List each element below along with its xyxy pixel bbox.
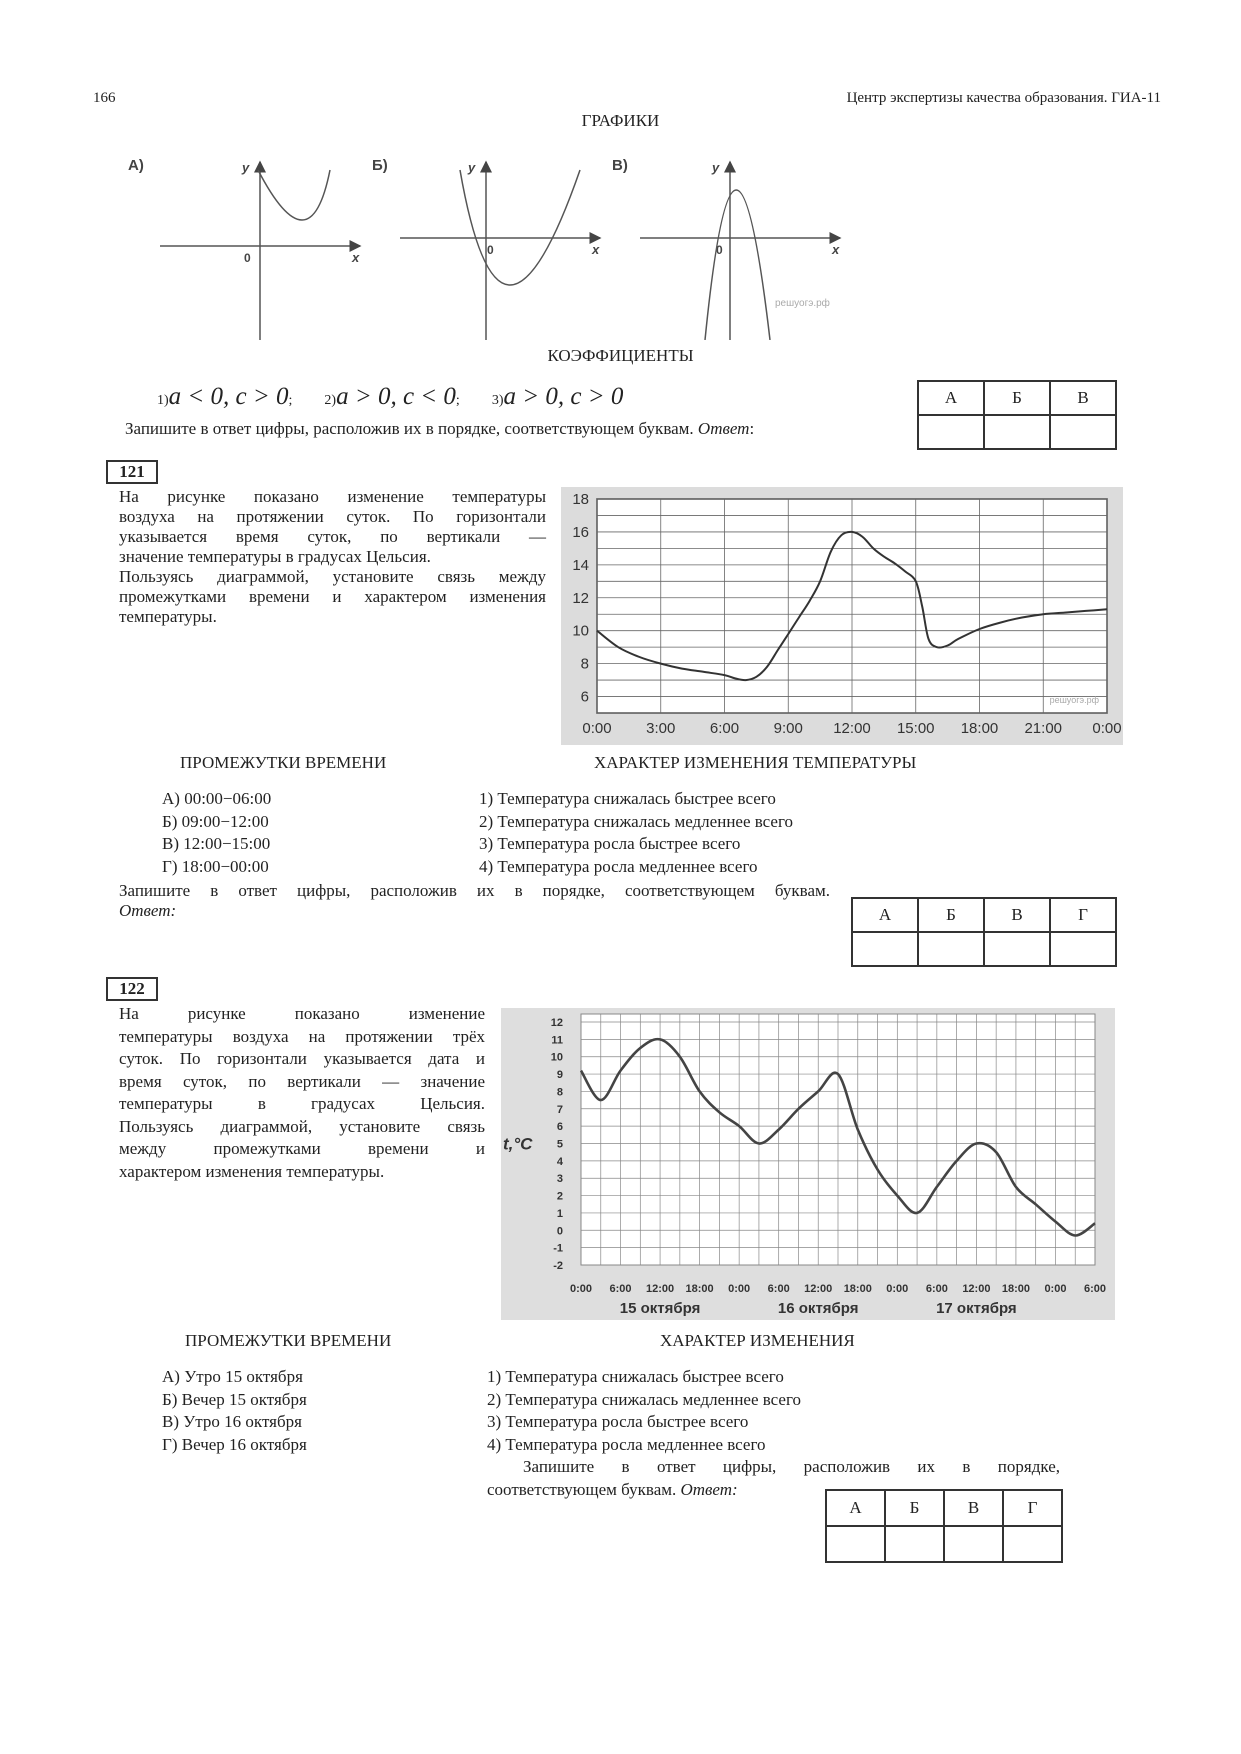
task-number-122: 122 [106,977,158,1001]
text-line: указывается время суток, по вертикали — [119,527,546,546]
option-1-sep: ; [288,393,293,408]
x-tick-label: 0:00 [582,720,612,737]
x-tick-label: 18:00 [1001,1283,1030,1295]
interval-item: А) 00:00−06:00 [162,789,272,808]
answer-cell[interactable] [1050,415,1116,449]
graph-b-label: Б) [372,157,388,174]
y-tick-label: 11 [551,1034,563,1047]
answer-table-122 [825,1489,1063,1563]
answer-cell[interactable] [885,1526,944,1562]
text-line: время суток, по вертикали — значение [119,1071,485,1091]
graph-a [128,157,360,340]
x-tick-label: 6:00 [767,1283,790,1295]
coefficient-options [157,383,623,411]
answer-cell[interactable] [826,1526,885,1562]
y-tick-label: 16 [572,523,589,541]
y-tick-label: 12 [550,1017,563,1029]
characters-title-122: ХАРАКТЕР ИЗМЕНЕНИЯ [660,1331,855,1350]
character-item: 1) Температура снижалась быстрее всего [479,789,776,808]
x-tick-label: 12:00 [833,720,871,737]
text-line: температуры в градусах Цельсия. [119,1094,485,1113]
x-tick-label: 0:00 [569,1283,593,1295]
answer-word: Ответ: [119,901,177,920]
answer-cell[interactable] [984,415,1050,449]
y-tick-label: 18 [572,491,589,508]
text-line: значение температуры в градусах Цельсия. [119,547,431,566]
intervals-title-121: ПРОМЕЖУТКИ ВРЕМЕНИ [180,753,387,772]
answer-header: Б [918,898,984,932]
answer-header: В [944,1490,1003,1526]
temperature-chart-122 [501,1008,1115,1320]
text-line: На рисунке показано изменение [119,1004,485,1023]
graph-watermark: решуогэ.рф [775,298,830,309]
y-tick-label: 4 [556,1155,563,1168]
y-axis-label: t,°C [503,1134,533,1154]
y-tick-label: 14 [572,556,589,574]
answer-header: Г [1003,1490,1062,1526]
option-2-sep: ; [455,393,460,408]
graph-a-origin: 0 [244,251,251,265]
instruction-text: Запишите в ответ цифры, расположив их в порядке, соответствующем буквам. [119,881,830,900]
answer-cell[interactable] [852,932,918,966]
graph-b-y-label: y [468,160,476,175]
y-tick-label: 2 [556,1190,563,1203]
y-tick-label: 10 [572,622,589,640]
graph-b-parabola [460,170,580,285]
answer-header: Б [984,381,1050,415]
x-tick-label: 12:00 [804,1283,833,1295]
character-item: 2) Температура снижалась медленнее всего [479,811,794,831]
x-tick-label: 6:00 [925,1283,948,1295]
text-line: Пользуясь диаграммой, установите связь [119,1116,485,1136]
instruction-text: Запишите в ответ цифры, расположив их в порядке, [523,1457,1060,1476]
publisher-header: Центр экспертизы качества образования. ГИА-11 [846,90,1161,106]
x-tick-label: 0:00 [886,1283,909,1295]
graph-c-parabola [705,190,770,340]
intervals-list-121 [162,788,271,878]
y-tick-label: -1 [553,1242,563,1255]
temperature-chart-121 [561,487,1123,745]
interval-item: В) 12:00−15:00 [162,834,271,853]
character-item: 2) Температура снижалась медленнее всего [487,1389,802,1409]
answer-word: Ответ: [680,1479,738,1499]
y-tick-label: 10 [550,1051,563,1064]
y-tick-label: 1 [556,1207,563,1220]
interval-item: А) Утро 15 октября [162,1367,303,1386]
text-line: воздуха на протяжении суток. По горизонтали [119,507,546,526]
intervals-title-122: ПРОМЕЖУТКИ ВРЕМЕНИ [185,1331,392,1350]
graphs-answer-word: Ответ [697,419,750,438]
characters-list-121 [479,788,793,878]
y-tick-label: 8 [580,655,589,673]
date-label: 16 октября [777,1300,859,1317]
x-tick-label: 6:00 [709,720,740,737]
chart-watermark: решуогэ.рф [1049,695,1099,705]
interval-item: Б) 09:00−12:00 [162,811,269,831]
x-tick-label: 3:00 [646,720,676,737]
date-label: 15 октября [619,1300,701,1317]
answer-table-121 [851,897,1117,967]
x-tick-label: 0:00 [728,1283,751,1295]
x-tick-label: 12:00 [962,1283,991,1295]
x-tick-label: 18:00 [843,1283,872,1295]
graph-c-y-label: y [712,160,720,175]
x-tick-label: 9:00 [773,720,803,737]
parabola-graphs [120,150,860,340]
x-tick-label: 18:00 [685,1283,714,1295]
answer-cell[interactable] [1003,1526,1062,1562]
date-label: 17 октября [936,1300,1017,1317]
y-tick-label: 6 [556,1121,563,1134]
y-tick-label: 7 [556,1103,563,1116]
answer-header: А [918,381,984,415]
y-tick-label: 8 [556,1086,563,1099]
answer-cell[interactable] [944,1526,1003,1562]
task-122-text [119,1003,485,1183]
x-tick-label: 15:00 [896,720,935,737]
x-tick-label: 0:00 [1092,720,1122,737]
text-line: характером изменения температуры. [119,1161,385,1181]
interval-item: В) Утро 16 октября [162,1412,302,1431]
graph-c-x-label: x [832,242,840,257]
character-item: 4) Температура росла медленнее всего [479,856,758,876]
graph-c [612,157,840,340]
intervals-list-122 [162,1366,307,1456]
graph-a-parabola [258,170,330,220]
x-tick-label: 6:00 [609,1283,632,1295]
y-tick-label: 5 [556,1138,563,1151]
graph-b [372,157,600,340]
character-item: 4) Температура росла медленнее всего [487,1434,766,1454]
answer-cell[interactable] [918,415,984,449]
answer-cell[interactable] [984,932,1050,966]
graph-c-origin: 0 [716,243,723,257]
text-line: температуры. [119,607,217,626]
graph-b-origin: 0 [487,243,494,257]
option-3-num: 3) [491,393,504,408]
text-line: промежутками времени и характером изменения [119,587,546,606]
graph-a-x-label: x [352,250,360,265]
characters-list-122 [487,1366,801,1456]
option-3-expr: a > 0, c > 0 [503,383,624,410]
graphs-instruction [125,419,754,439]
graph-b-x-label: x [592,242,600,257]
graphs-instruction-text: Запишите в ответ цифры, расположив их в порядке, соответствующем буквам. [125,419,694,438]
instruction-121 [119,881,830,921]
y-tick-label: 0 [556,1225,563,1238]
option-2-expr: a > 0, c < 0 [336,383,456,410]
answer-header: А [852,898,918,932]
text-line: температуры воздуха на протяжении трёх [119,1026,485,1046]
coeff-title: КОЭФФИЦИЕНТЫ [547,346,694,365]
text-line: между промежутками времени и [119,1139,485,1158]
page-number: 166 [93,90,116,106]
text-line: Пользуясь диаграммой, установите связь между [119,567,546,586]
y-tick-label: 9 [556,1069,563,1082]
x-tick-label: 6:00 [1083,1283,1107,1295]
answer-header: Б [885,1490,944,1526]
answer-header: А [826,1490,885,1526]
option-1-num: 1) [157,393,169,408]
interval-item: Г) Вечер 16 октября [162,1434,307,1454]
answer-header: В [1050,381,1116,415]
characters-title-121: ХАРАКТЕР ИЗМЕНЕНИЯ ТЕМПЕРАТУРЫ [594,753,917,772]
y-tick-label: 3 [556,1173,563,1186]
text-line: На рисунке показано изменение температуры [119,487,546,506]
answer-cell[interactable] [918,932,984,966]
y-tick-label: 12 [572,589,589,607]
character-item: 3) Температура росла быстрее всего [487,1412,749,1431]
character-item: 1) Температура снижалась быстрее всего [487,1367,784,1386]
interval-item: Г) 18:00−00:00 [162,856,269,876]
answer-cell[interactable] [1050,932,1116,966]
graphs-answer-colon: : [749,419,755,438]
character-item: 3) Температура росла быстрее всего [479,834,741,853]
answer-header: Г [1050,898,1116,932]
option-2-num: 2) [324,393,337,408]
instruction-text: соответствующем буквам. [487,1479,677,1499]
x-tick-label: 0:00 [1044,1283,1067,1295]
y-tick-label: 6 [580,688,589,706]
answer-table-graphs [917,380,1117,450]
graph-a-y-label: y [242,160,250,175]
interval-item: Б) Вечер 15 октября [162,1389,307,1409]
x-tick-label: 21:00 [1024,720,1063,737]
task-121-text [119,487,546,627]
section-title-graphs: ГРАФИКИ [581,111,660,130]
graph-a-label: А) [128,157,144,174]
graph-c-label: В) [612,157,628,174]
answer-header: В [984,898,1050,932]
x-tick-label: 18:00 [960,720,999,737]
task-number-121: 121 [106,460,158,484]
y-tick-label: -2 [553,1260,563,1272]
option-1-expr: a < 0, c > 0 [168,383,289,410]
x-tick-label: 12:00 [646,1283,675,1295]
text-line: суток. По горизонтали указывается дата и [119,1049,485,1068]
